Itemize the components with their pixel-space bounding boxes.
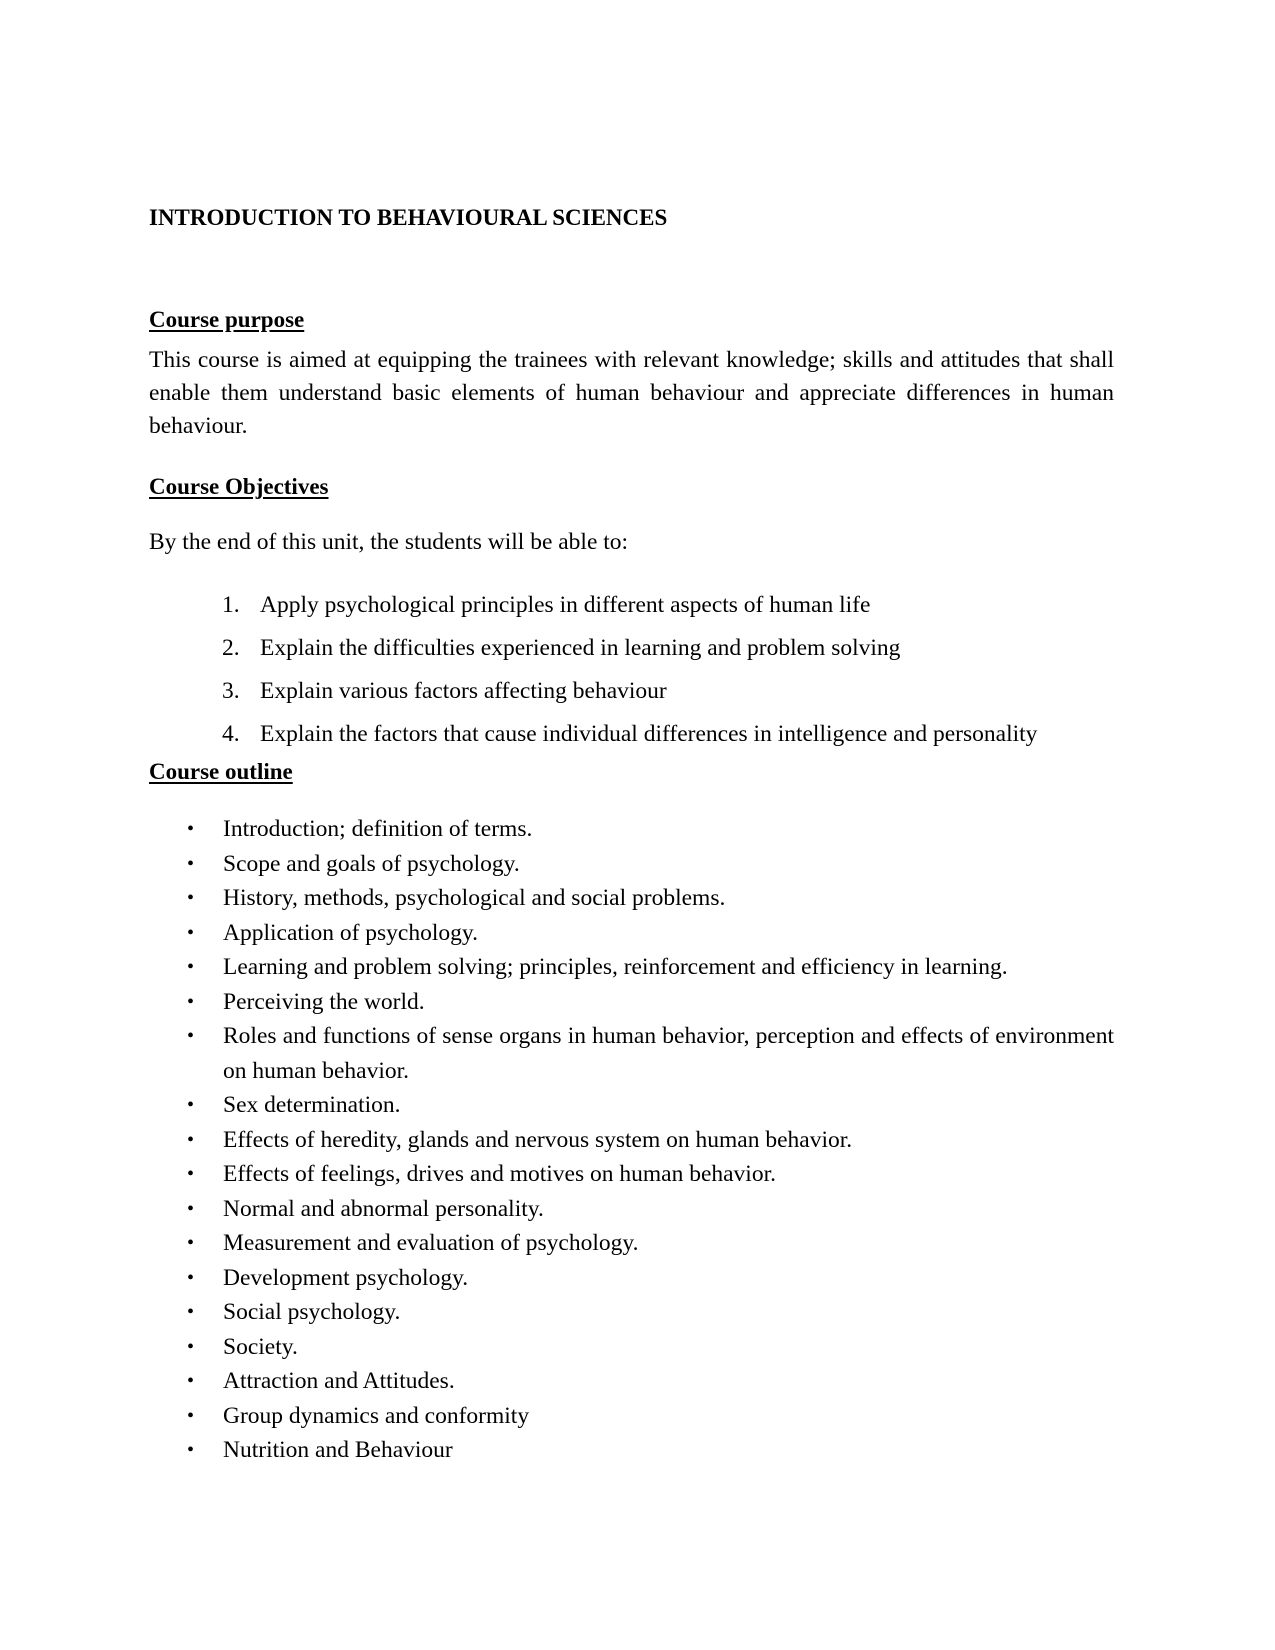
- outline-item: • Effects of feelings, drives and motives on human behavior.: [149, 1157, 1114, 1192]
- bullet-icon: •: [187, 1025, 195, 1047]
- objective-number: 1.: [222, 592, 240, 618]
- course-purpose-text: This course is aimed at equipping the trainees with relevant knowledge; skills and attitudes that shall enable them understand basic elements of human behaviour and appreciate differences in human behaviour.: [149, 347, 1114, 439]
- bullet-icon: •: [187, 1370, 195, 1392]
- objective-number: 4.: [222, 721, 240, 747]
- bullet-icon: •: [187, 990, 195, 1013]
- outline-item: • Roles and functions of sense organs in human behavior, perception and effects of environment on human behavior.: [149, 1019, 1114, 1088]
- document-title: INTRODUCTION TO BEHAVIOURAL SCIENCES: [149, 205, 668, 230]
- outline-item: • Introduction; definition of terms.: [149, 812, 1114, 847]
- bullet-icon: •: [187, 852, 195, 875]
- objective-text: Explain the difficulties experienced in learning and problem solving: [260, 635, 901, 661]
- outline-item: • Nutrition and Behaviour: [149, 1433, 1114, 1468]
- bullet-icon: •: [187, 1128, 195, 1151]
- outline-item: • Sex determination.: [149, 1088, 1114, 1123]
- bullet-icon: •: [187, 956, 195, 978]
- outline-item: • History, methods, psychological and social problems.: [149, 881, 1114, 916]
- outline-item: • Social psychology.: [149, 1295, 1114, 1330]
- outline-item: • Society.: [149, 1330, 1114, 1365]
- outline-item: • Group dynamics and conformity: [149, 1399, 1114, 1434]
- objective-item: [149, 584, 1114, 627]
- bullet-icon: •: [187, 1094, 195, 1116]
- objective-text: Explain the factors that cause individual differences in intelligence and personality: [260, 721, 1038, 747]
- outline-list: [149, 812, 1114, 1468]
- bullet-icon: •: [187, 1335, 195, 1358]
- objective-text: Explain various factors affecting behaviour: [260, 678, 667, 704]
- course-outline-heading: Course outline: [149, 759, 293, 784]
- outline-item: • Effects of heredity, glands and nervous system on human behavior.: [149, 1123, 1114, 1158]
- objective-number: 2.: [222, 635, 240, 661]
- objective-item: [149, 713, 1114, 756]
- course-purpose-heading: Course purpose: [149, 307, 305, 332]
- bullet-icon: •: [187, 1301, 195, 1323]
- course-objectives-heading: Course Objectives: [149, 474, 329, 499]
- bullet-icon: •: [187, 1163, 195, 1185]
- outline-item: • Measurement and evaluation of psychology.: [149, 1226, 1114, 1261]
- objectives-intro: By the end of this unit, the students will be able to:: [149, 529, 629, 555]
- outline-item: • Attraction and Attitudes.: [149, 1364, 1114, 1399]
- bullet-icon: •: [187, 921, 195, 944]
- outline-item: • Learning and problem solving; principles, reinforcement and efficiency in learning.: [149, 950, 1114, 985]
- outline-item: • Normal and abnormal personality.: [149, 1192, 1114, 1227]
- outline-item: • Development psychology.: [149, 1261, 1114, 1296]
- bullet-icon: •: [187, 1232, 195, 1254]
- bullet-icon: •: [187, 1266, 195, 1289]
- bullet-icon: •: [187, 1404, 195, 1427]
- outline-item: • Application of psychology.: [149, 916, 1114, 951]
- objective-item: [149, 627, 1114, 670]
- objectives-list: [149, 584, 1114, 756]
- objective-item: [149, 670, 1114, 713]
- outline-item: • Perceiving the world.: [149, 985, 1114, 1020]
- objective-text: Apply psychological principles in different aspects of human life: [260, 592, 871, 618]
- bullet-icon: •: [187, 818, 195, 840]
- bullet-icon: •: [187, 1439, 195, 1461]
- objective-number: 3.: [222, 678, 240, 704]
- bullet-icon: •: [187, 1197, 195, 1220]
- bullet-icon: •: [187, 887, 195, 909]
- outline-item: • Scope and goals of psychology.: [149, 847, 1114, 882]
